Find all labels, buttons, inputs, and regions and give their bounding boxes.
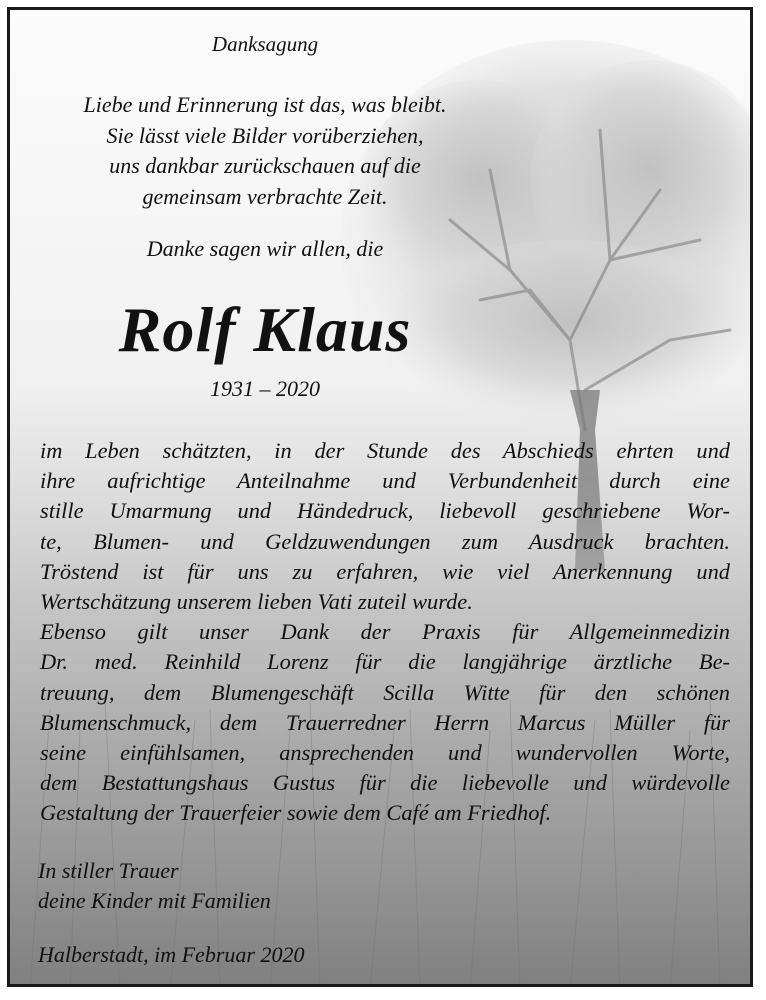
- body-line: Blumenschmuck, dem Trauerredner Herrn Marcus Müller für: [40, 709, 730, 735]
- deceased-name: Rolf Klaus: [118, 294, 412, 365]
- thanks-body: [40, 436, 730, 829]
- body-line: seine einfühlsamen, ansprechenden und wundervollen Worte,: [40, 740, 730, 766]
- poem-line: Sie lässt viele Bilder vorüberziehen,: [106, 122, 424, 148]
- body-line: Dr. med. Reinhild Lorenz für die langjährige ärztliche Be-: [40, 649, 730, 675]
- thanks-intro: Danke sagen wir allen, die: [146, 236, 384, 261]
- signature-line: deine Kinder mit Familien: [38, 888, 271, 913]
- place-date: Halberstadt, im Februar 2020: [38, 942, 305, 967]
- body-line: Wertschätzung unserem lieben Vati zuteil wurde.: [40, 589, 473, 615]
- body-line: im Leben schätzten, in der Stunde des Abschieds ehrten und: [40, 438, 730, 463]
- signature: [38, 856, 271, 916]
- poem-line: Liebe und Erinnerung ist das, was bleibt.: [83, 92, 447, 117]
- body-line: Tröstend ist für uns zu erfahren, wie viel Anerkennung und: [40, 558, 730, 584]
- poem-line: uns dankbar zurückschauen auf die: [109, 153, 421, 178]
- body-line: ihre aufrichtige Anteilnahme und Verbundenheit durch eine: [40, 468, 730, 494]
- notice-content: [10, 10, 753, 987]
- signature-line: In stiller Trauer: [38, 858, 179, 883]
- poem-line: gemeinsam verbrachte Zeit.: [142, 183, 388, 209]
- notice-frame: [7, 7, 753, 987]
- notice-title: Danksagung: [211, 32, 319, 56]
- body-line: te, Blumen- und Geldzuwendungen zum Ausdruck brachten.: [40, 528, 730, 554]
- poem: [30, 90, 500, 212]
- body-line: stille Umarmung und Händedruck, liebevoll geschriebene Wor-: [40, 498, 730, 524]
- life-years: 1931 – 2020: [210, 376, 320, 401]
- body-line: treuung, dem Blumengeschäft Scilla Witte für den schönen: [40, 679, 730, 705]
- body-line: Gestaltung der Trauerfeier sowie dem Café am Friedhof.: [40, 800, 552, 826]
- body-line: Ebenso gilt unser Dank der Praxis für Allgemeinmedizin: [40, 619, 730, 645]
- body-line: dem Bestattungshaus Gustus für die liebevolle und würdevolle: [40, 770, 730, 796]
